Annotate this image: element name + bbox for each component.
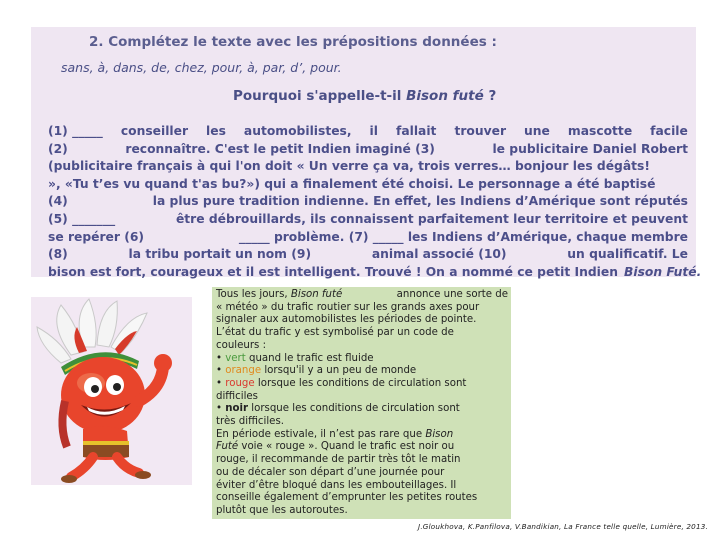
exercise-word: animal associé (10) xyxy=(371,247,507,262)
info-line: conseille également d’emprunter les petites routes xyxy=(216,492,478,504)
info-line: couleurs : xyxy=(216,339,267,351)
exercise-word: (1) _____ xyxy=(48,124,103,138)
mascot-image xyxy=(31,297,192,485)
citation: J.Gloukhova, K.Panfilova, V.Bandikian, La France telle quelle, Lumière, 2013. xyxy=(418,522,708,531)
exercise-word: fallait xyxy=(395,124,437,138)
exercise-title: 2. Complétez le texte avec les prépositions données : xyxy=(89,34,497,50)
exercise-text xyxy=(48,123,702,281)
info-line: signaler aux automobilistes les périodes de pointe. xyxy=(216,314,477,326)
bullet-vert: • vert quand le trafic est fluide xyxy=(216,352,374,364)
info-line: éviter d’être bloqué dans les embouteillages. Il xyxy=(216,479,457,491)
exercise-word: (5) _______ xyxy=(48,211,116,226)
info-text xyxy=(216,289,508,518)
exercise-word: les xyxy=(206,124,226,138)
exercise-word: se repérer (6) xyxy=(48,229,145,244)
exercise-panel xyxy=(31,27,702,279)
exercise-word: il xyxy=(369,124,378,138)
exercise-word: », «Tu t’es vu quand t'as bu?») qui a finalement été choisi. Le personnage a été baptisé xyxy=(48,176,656,191)
exercise-line xyxy=(48,176,688,194)
info-box xyxy=(212,287,511,519)
info-line: L’état du trafic y est symbolisé par un code de xyxy=(216,327,454,339)
exercise-line xyxy=(48,211,688,229)
exercise-word: reconnaître. C'est le petit Indien imaginé (3) xyxy=(125,141,435,156)
exercise-line xyxy=(48,158,688,176)
exercise-word: la tribu portait un nom (9) xyxy=(128,247,312,262)
subtitle-text: Pourquoi s'appelle-t-il xyxy=(233,88,407,104)
exercise-word: un qualificatif. Le xyxy=(567,247,688,262)
exercise-word: (4) xyxy=(48,194,68,209)
exercise-subtitle xyxy=(233,88,496,104)
exercise-line-last xyxy=(48,264,702,282)
exercise-word: mascotte xyxy=(567,124,633,138)
exercise-line xyxy=(48,123,688,141)
info-line: Futé voie « rouge ». Quand le trafic est noir ou xyxy=(216,441,455,453)
exercise-word: automobilistes, xyxy=(243,124,352,138)
exercise-word: le publicitaire Daniel Robert xyxy=(492,141,688,156)
exercise-word-em: Bison Futé. xyxy=(623,264,702,279)
exercise-word: (8) xyxy=(48,247,68,262)
info-line: difficiles xyxy=(216,390,258,402)
bullet-noir: • noir lorsque les conditions de circulation sont xyxy=(216,403,460,415)
exercise-word: _____ problème. (7) _____ les Indiens d’Amérique, chaque membre xyxy=(238,229,688,244)
bullet-rouge: • rouge lorsque les conditions de circulation sont xyxy=(216,377,467,389)
word-bank: sans, à, dans, de, chez, pour, à, par, d’, pour. xyxy=(61,60,342,75)
exercise-line xyxy=(48,229,688,247)
exercise-word: être débrouillards, ils connaissent parfaitement leur territoire et peuvent xyxy=(175,211,688,226)
exercise-word: la plus pure tradition indienne. En effet, les Indiens d’Amérique sont réputés xyxy=(152,194,688,209)
indian-mascot-icon xyxy=(31,297,192,485)
info-line: plutôt que les autoroutes. xyxy=(216,504,348,516)
subtitle-suffix: ? xyxy=(483,88,497,104)
info-line: En période estivale, il n’est pas rare que Bison xyxy=(216,428,454,440)
exercise-word: (2) xyxy=(48,141,68,156)
exercise-word: trouver xyxy=(454,124,507,138)
exercise-line xyxy=(48,141,688,159)
exercise-line xyxy=(48,246,688,264)
exercise-word: conseiller xyxy=(120,124,189,138)
exercise-word: bison est fort, courageux et il est intelligent. Trouvé ! On a nommé ce petit Indien xyxy=(48,264,618,279)
info-line: ou de décaler son départ d’une journée pour xyxy=(216,466,445,478)
exercise-line xyxy=(48,193,688,211)
info-line: Tous les jours, Bison futé annonce une sorte de xyxy=(216,289,508,300)
exercise-word: (publicitaire français à qui l'on doit « Un verre ça va, trois verres… bonjour les dégâts! xyxy=(48,159,650,174)
bullet-orange: • orange lorsqu'il y a un peu de monde xyxy=(216,365,417,377)
info-line: « météo » du trafic routier sur les grands axes pour xyxy=(216,301,480,313)
exercise-word: une xyxy=(524,124,550,138)
exercise-word: facile xyxy=(650,124,688,138)
info-line: rouge, il recommande de partir très tôt le matin xyxy=(216,454,461,466)
info-line: très difficiles. xyxy=(216,416,284,428)
subtitle-em: Bison futé xyxy=(406,88,484,104)
